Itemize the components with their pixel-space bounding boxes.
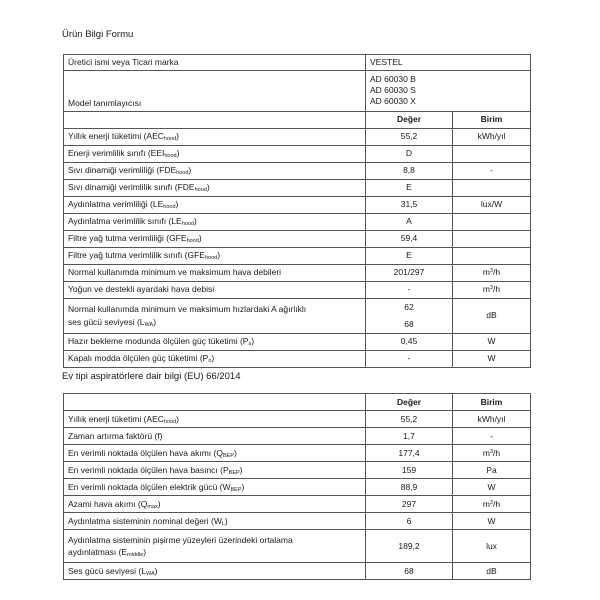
label-text: ses gücü seviyesi (L bbox=[68, 316, 145, 327]
row-label bbox=[64, 411, 366, 428]
label-text: Kapalı modda ölçülen güç tüketimi (P bbox=[68, 353, 209, 364]
row-value: 68 bbox=[366, 563, 453, 580]
label-close: ) bbox=[193, 216, 197, 227]
table-row bbox=[64, 530, 531, 563]
label-close: ) bbox=[176, 413, 179, 424]
row-unit bbox=[453, 230, 531, 247]
row-label bbox=[64, 479, 366, 496]
label-subscript: BEP bbox=[230, 486, 242, 493]
unit-superscript: 3 bbox=[489, 268, 494, 275]
unit-text: kWh/yıl bbox=[477, 131, 506, 142]
model-row bbox=[64, 70, 531, 111]
row-unit bbox=[453, 445, 531, 462]
table-row bbox=[64, 162, 531, 179]
row-unit bbox=[453, 513, 531, 530]
label-close: ) bbox=[206, 182, 210, 193]
table-row bbox=[64, 264, 531, 281]
table-row bbox=[64, 128, 531, 145]
label-text: En verimli noktada ölçülen hava akımı (Q bbox=[68, 447, 223, 458]
label-subscript: L bbox=[221, 520, 225, 527]
row-unit bbox=[453, 350, 531, 367]
unit-text: m bbox=[482, 284, 490, 295]
unit-header: Birim bbox=[453, 394, 531, 411]
label-text: Zaman artırma faktörü (f) bbox=[68, 430, 163, 441]
label-subscript: BEP bbox=[228, 469, 240, 476]
label-subscript: WA bbox=[144, 321, 154, 328]
row-unit bbox=[453, 196, 531, 213]
label-text: Filtre yağ tutma verimlilik sınıfı (GFE bbox=[68, 250, 205, 261]
row-value: E bbox=[366, 247, 453, 264]
row-value: - bbox=[366, 281, 453, 298]
header-row bbox=[64, 111, 531, 128]
label-subscript: hood bbox=[186, 238, 199, 245]
label-text: Aydınlatma verimliliği (LE bbox=[68, 199, 164, 210]
label-close: ) bbox=[176, 148, 180, 159]
row-value: 31,5 bbox=[366, 196, 453, 213]
label-text: Aydınlatma sisteminin nominal değeri (W bbox=[68, 515, 222, 526]
table-row bbox=[64, 213, 531, 230]
row-label bbox=[64, 513, 366, 530]
form-title: Ürün Bilgi Formu bbox=[62, 29, 134, 40]
table-row bbox=[64, 281, 531, 298]
label-subscript: o bbox=[208, 358, 212, 365]
row-value: 1,7 bbox=[366, 428, 453, 445]
row-value: 55,2 bbox=[366, 411, 453, 428]
row-label bbox=[64, 128, 366, 145]
label-line bbox=[68, 316, 361, 329]
row-unit bbox=[453, 496, 531, 513]
label-close: ) bbox=[157, 498, 161, 509]
table-row bbox=[64, 445, 531, 462]
row-label bbox=[64, 445, 366, 462]
row-label bbox=[64, 196, 366, 213]
unit-text: m bbox=[482, 447, 490, 458]
row-value: 68 bbox=[366, 316, 453, 334]
regulation-title: Ev tipi aspiratörlere dair bilgi (EU) 66/2014 bbox=[62, 371, 241, 382]
table-row bbox=[64, 411, 531, 428]
unit-text: m bbox=[482, 498, 490, 509]
row-value: 189,2 bbox=[366, 530, 453, 563]
row-unit bbox=[453, 264, 531, 281]
row-value: 6 bbox=[366, 513, 453, 530]
brand-label: Üretici ismi veya Ticari marka bbox=[64, 55, 366, 71]
brand-value: VESTEL bbox=[366, 55, 531, 71]
label-text: Yoğun ve destekli ayardaki hava debisi bbox=[68, 284, 215, 295]
unit-text: W bbox=[487, 353, 496, 364]
label-subscript: WA bbox=[145, 570, 155, 577]
label-close: ) bbox=[233, 447, 237, 458]
table-row bbox=[64, 513, 531, 530]
row-value: 201/297 bbox=[366, 264, 453, 281]
label-text: En verimli noktada ölçülen hava basıncı (P bbox=[68, 464, 229, 475]
row-value: 8,8 bbox=[366, 162, 453, 179]
label-close: ) bbox=[217, 250, 221, 261]
label-close: ) bbox=[153, 316, 157, 327]
regulation-table bbox=[63, 393, 531, 580]
row-unit: lux bbox=[453, 530, 531, 563]
table-row bbox=[64, 350, 531, 367]
unit-text: W bbox=[487, 515, 496, 526]
unit-tail: /h bbox=[493, 267, 501, 278]
label-text: Hazır bekleme modunda ölçülen güç tüketimi (P bbox=[68, 336, 249, 347]
table-row bbox=[64, 145, 531, 162]
label-text: aydınlatması (E bbox=[68, 547, 128, 557]
row-label bbox=[64, 179, 366, 196]
row-label bbox=[64, 145, 366, 162]
label-text: Sıvı dinamiği verimlilik sınıfı (FDE bbox=[68, 182, 195, 193]
row-value: 159 bbox=[366, 462, 453, 479]
row-value: 88,9 bbox=[366, 479, 453, 496]
label-subscript: hood bbox=[164, 153, 177, 160]
row-unit bbox=[453, 428, 531, 445]
row-label bbox=[64, 428, 366, 445]
row-unit bbox=[453, 162, 531, 179]
row-value: D bbox=[366, 145, 453, 162]
label-line bbox=[68, 546, 361, 559]
label-close: ) bbox=[198, 233, 202, 244]
label-text: Aydınlatma sisteminin pişirme yüzeyleri üzerindeki ortalama bbox=[68, 534, 293, 545]
row-value: 177,4 bbox=[366, 445, 453, 462]
header-blank bbox=[64, 111, 366, 128]
label-close: ) bbox=[224, 515, 228, 526]
table-row bbox=[64, 333, 531, 350]
unit-text: Pa bbox=[486, 464, 497, 475]
row-label bbox=[64, 247, 366, 264]
label-text: Ses gücü seviyesi (L bbox=[68, 565, 146, 576]
unit-text: W bbox=[487, 481, 496, 492]
table-row bbox=[64, 428, 531, 445]
label-close: ) bbox=[175, 199, 179, 210]
row-label bbox=[64, 230, 366, 247]
row-label bbox=[64, 162, 366, 179]
brand-row bbox=[64, 55, 531, 71]
label-subscript: hood bbox=[204, 255, 218, 262]
model-value: AD 60030 B bbox=[370, 74, 416, 84]
row-unit bbox=[453, 145, 531, 162]
unit-tail: /h bbox=[493, 284, 501, 295]
row-unit bbox=[453, 563, 531, 580]
label-subscript: max bbox=[147, 503, 158, 510]
model-value: AD 60030 X bbox=[370, 96, 416, 106]
label-close: ) bbox=[211, 353, 215, 364]
value-header: Değer bbox=[366, 111, 453, 128]
label-close: ) bbox=[241, 481, 245, 492]
label-subscript: s bbox=[248, 341, 252, 348]
row-unit bbox=[453, 179, 531, 196]
label-text: Sıvı dinamiği verimliliği (FDE bbox=[68, 165, 177, 176]
unit-tail: /h bbox=[493, 498, 501, 509]
row-value: E bbox=[366, 179, 453, 196]
value-header: Değer bbox=[366, 394, 453, 411]
label-close: ) bbox=[176, 131, 179, 142]
model-value: AD 60030 S bbox=[370, 85, 416, 95]
product-info-table bbox=[63, 54, 531, 368]
row-label bbox=[64, 298, 366, 333]
table-row bbox=[64, 462, 531, 479]
unit-superscript: 3 bbox=[489, 285, 494, 292]
unit-text: W bbox=[487, 336, 496, 347]
row-value: 62 bbox=[366, 298, 453, 316]
row-label bbox=[64, 530, 366, 563]
row-label bbox=[64, 350, 366, 367]
unit-text: m bbox=[482, 267, 490, 278]
row-label bbox=[64, 462, 366, 479]
label-text: Aydınlatma verimlilik sınıfı (LE bbox=[68, 216, 182, 227]
unit-superscript: 3 bbox=[489, 448, 494, 455]
row-value: 59,4 bbox=[366, 230, 453, 247]
label-text: Azami hava akımı (Q bbox=[68, 498, 148, 509]
row-label bbox=[64, 264, 366, 281]
table-row bbox=[64, 563, 531, 580]
row-unit bbox=[453, 411, 531, 428]
row-unit bbox=[453, 213, 531, 230]
row-unit: dB bbox=[453, 298, 531, 333]
unit-tail: /h bbox=[493, 447, 501, 458]
table-row bbox=[64, 179, 531, 196]
table-row bbox=[64, 247, 531, 264]
unit-header: Birim bbox=[453, 111, 531, 128]
row-value: 0,45 bbox=[366, 333, 453, 350]
label-subscript: hood bbox=[163, 136, 177, 143]
label-text: Yıllık enerji tüketimi (AEC bbox=[68, 413, 164, 424]
header-row bbox=[64, 394, 531, 411]
unit-text: dB bbox=[486, 565, 497, 576]
unit-text: lux/W bbox=[480, 199, 503, 210]
row-unit bbox=[453, 281, 531, 298]
header-blank bbox=[64, 394, 366, 411]
label-subscript: hood bbox=[194, 187, 207, 194]
row-unit bbox=[453, 333, 531, 350]
unit-text: - bbox=[490, 165, 493, 176]
label-subscript: BEP bbox=[222, 452, 234, 459]
label-close: ) bbox=[154, 565, 158, 576]
label-text: Yıllık enerji tüketimi (AEC bbox=[68, 131, 164, 142]
row-label bbox=[64, 213, 366, 230]
table-row bbox=[64, 298, 531, 316]
row-value: - bbox=[366, 350, 453, 367]
model-label: Model tanımlayıcısı bbox=[64, 70, 366, 111]
label-text: En verimli noktada ölçülen elektrik gücü (W bbox=[68, 481, 231, 492]
row-value: 55,2 bbox=[366, 128, 453, 145]
row-unit bbox=[453, 247, 531, 264]
label-text: Filtre yağ tutma verimliliği (GFE bbox=[68, 233, 187, 244]
unit-superscript: 3 bbox=[489, 499, 494, 506]
row-unit bbox=[453, 128, 531, 145]
label-close: ) bbox=[251, 336, 255, 347]
row-unit bbox=[453, 479, 531, 496]
row-unit bbox=[453, 462, 531, 479]
row-label bbox=[64, 563, 366, 580]
label-subscript: hood bbox=[163, 418, 177, 425]
unit-text: kWh/yıl bbox=[477, 413, 506, 424]
unit-text: - bbox=[490, 430, 493, 441]
row-label bbox=[64, 333, 366, 350]
label-close: ) bbox=[143, 547, 147, 557]
label-close: ) bbox=[188, 165, 192, 176]
label-subscript: hood bbox=[176, 170, 189, 177]
model-values bbox=[366, 70, 531, 111]
table-row bbox=[64, 479, 531, 496]
row-value: 297 bbox=[366, 496, 453, 513]
label-text: Enerji verimlilik sınıfı (EEI bbox=[68, 148, 165, 159]
label-text: Normal kullanımda minimum ve maksimum hava debileri bbox=[68, 267, 282, 278]
label-text: Normal kullanımda minimum ve maksimum hızlardaki A ağırlıklı bbox=[68, 304, 307, 314]
label-close: ) bbox=[239, 464, 243, 475]
row-label bbox=[64, 281, 366, 298]
table-row bbox=[64, 496, 531, 513]
row-value: A bbox=[366, 213, 453, 230]
label-subscript: hood bbox=[181, 221, 194, 228]
table-row bbox=[64, 196, 531, 213]
table-row bbox=[64, 230, 531, 247]
label-subscript: hood bbox=[163, 204, 176, 211]
row-label bbox=[64, 496, 366, 513]
label-subscript: middle bbox=[127, 552, 144, 558]
